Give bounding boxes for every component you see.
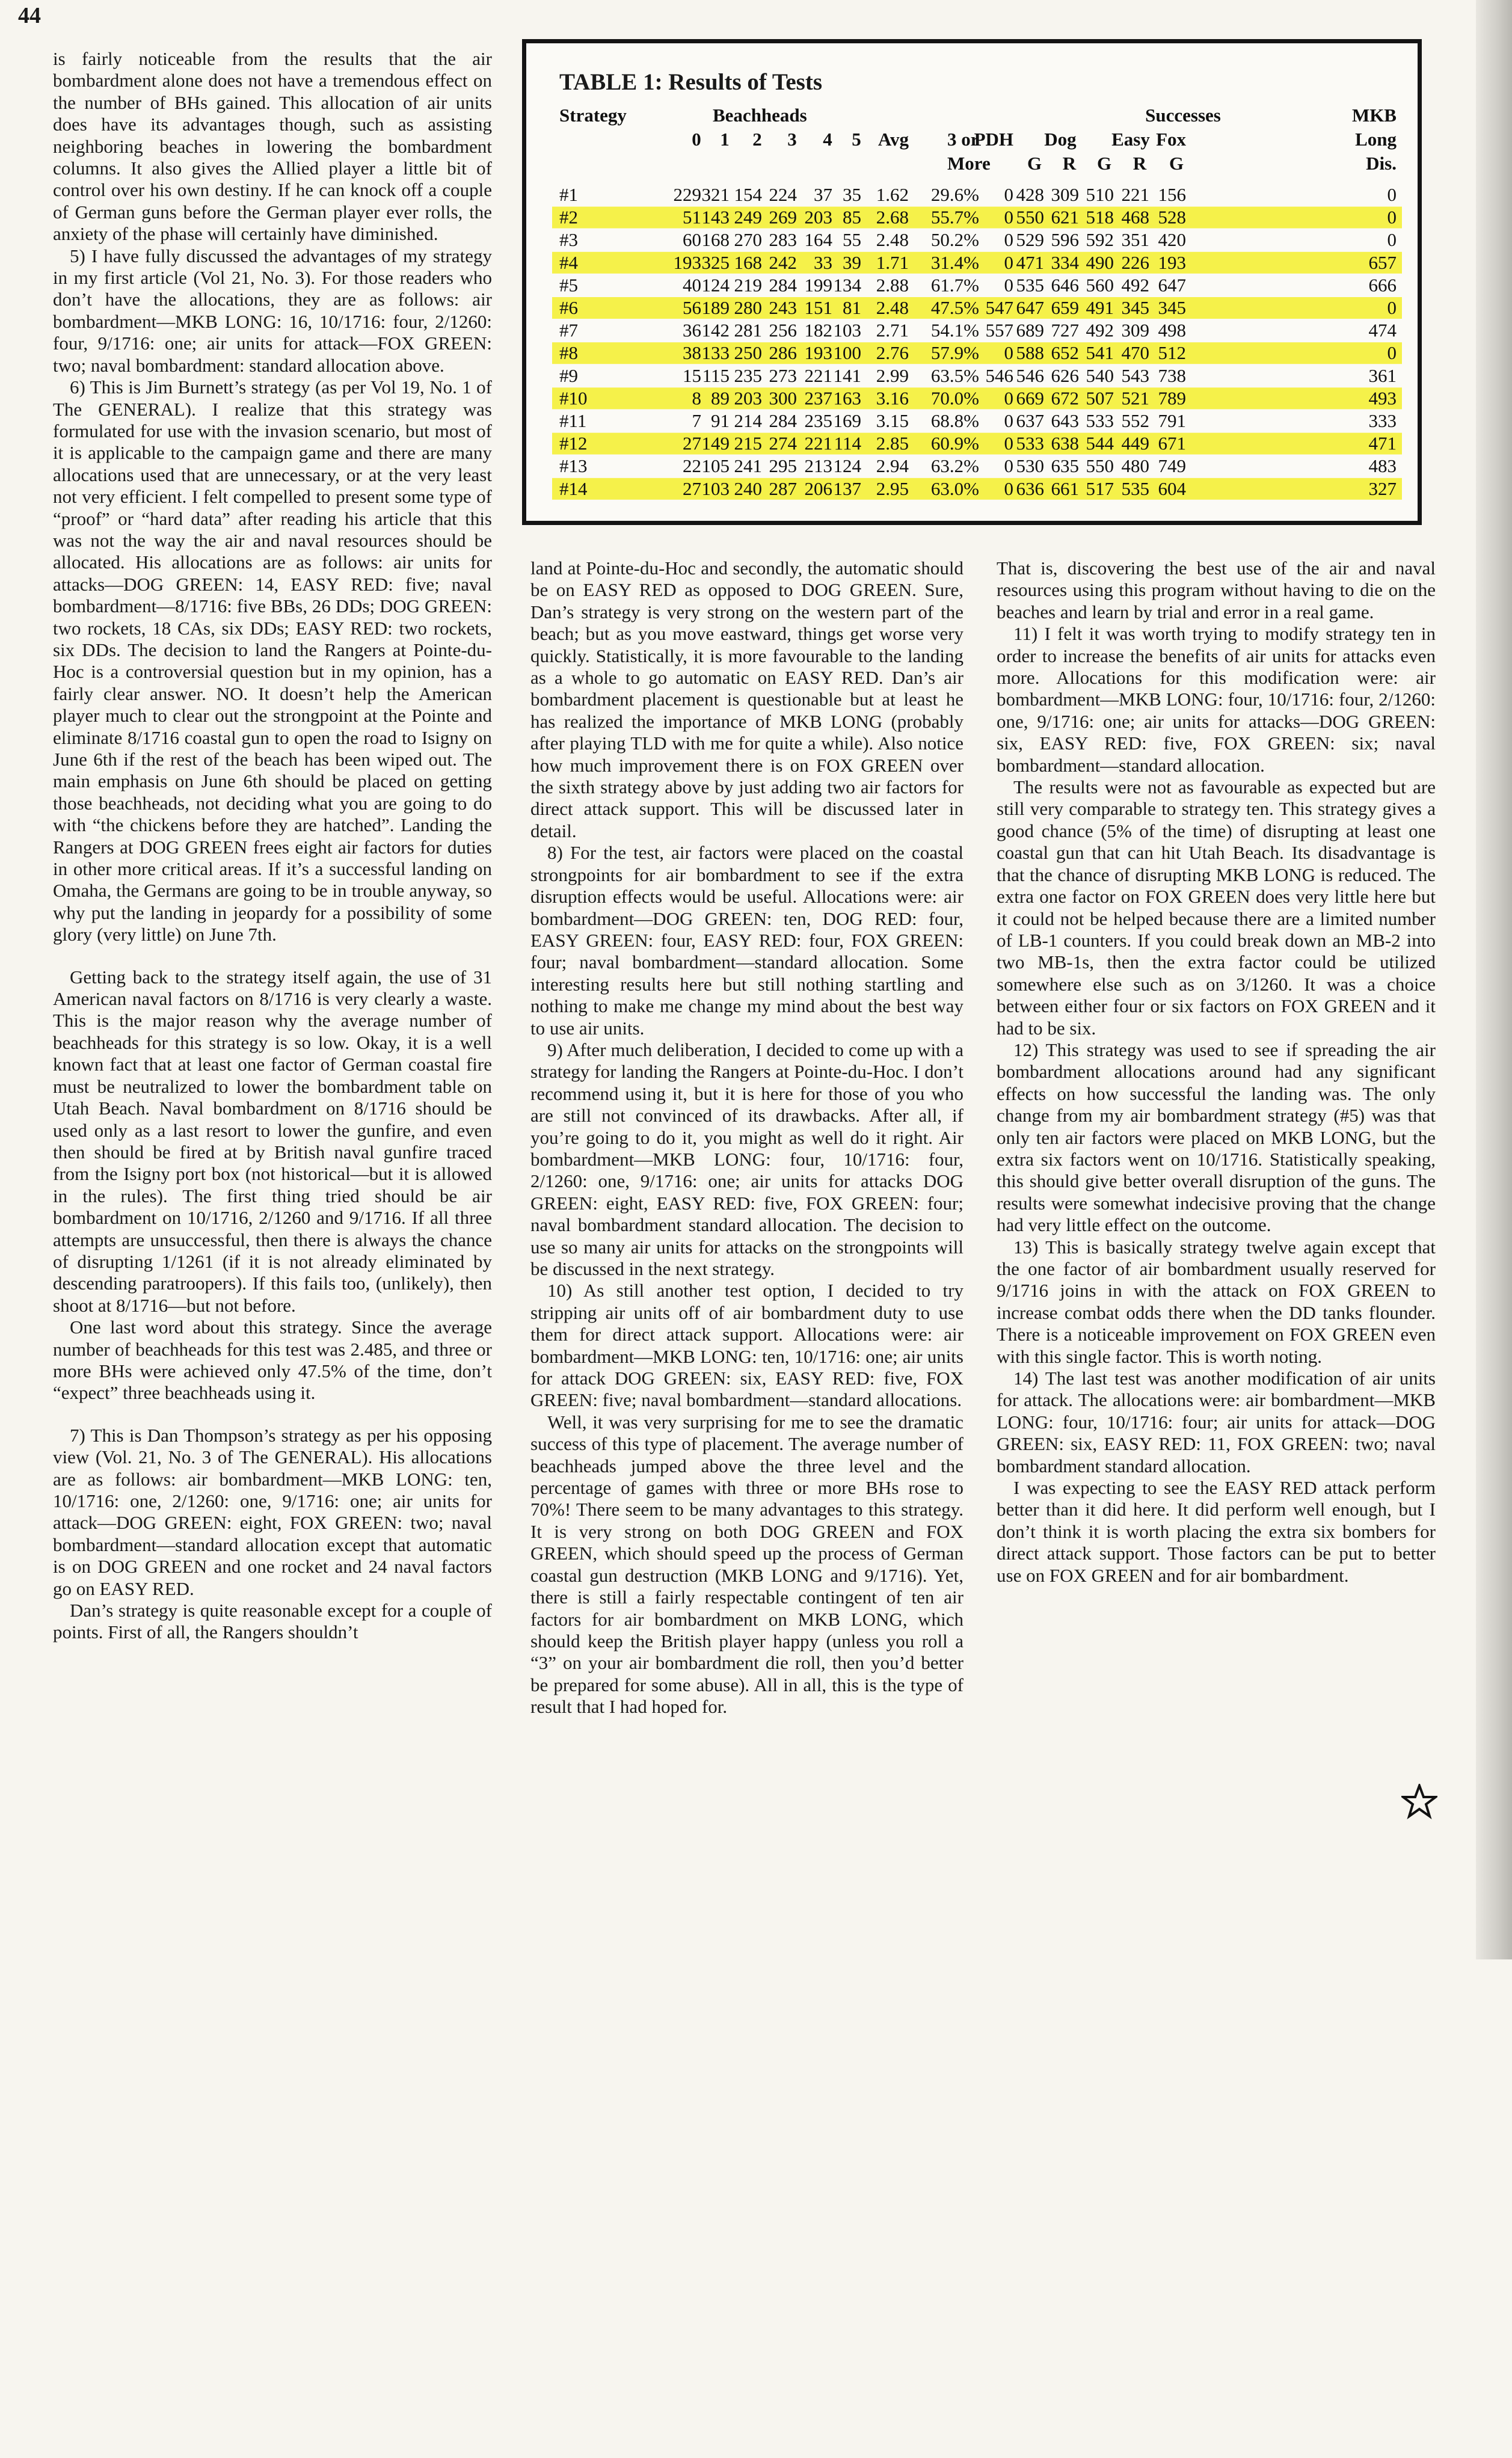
beachhead-count: 36 [683, 319, 701, 341]
success-value: 789 [1158, 387, 1186, 409]
beachhead-count: 281 [734, 319, 762, 341]
paragraph: 7) This is Dan Thompson’s strategy as per his opposing view (Vol. 21, No. 3 of The GENERAL). His allocations are as follows: air bombardment—MKB LONG: ten, 10/1716: one, 2/1260: one, 9/1716: one; air units for attack—DOG GREEN: eight, FOX GREEN: two; naval bombardment—standard allocation except that automatic is on DOG GREEN and one rocket and 24 naval factors go on EASY RED. [53, 1424, 492, 1599]
pdh-value: 0 [1004, 387, 1013, 409]
success-value: 517 [1086, 478, 1114, 499]
beachhead-count: 134 [833, 274, 861, 296]
beachhead-count: 284 [769, 274, 797, 296]
success-value: 647 [1158, 274, 1186, 296]
success-value: 535 [1121, 478, 1149, 499]
paragraph: land at Pointe-du-Hoc and secondly, the automatic should be on EASY RED as opposed to DOG GREEN. Sure, Dan’s strategy is very strong on the western part of the beach; but as you move eastward, things get worse very quickly. Statistically, it is more favourable to the landing as a whole to go automatic on EASY RED. Dan’s air bombardment placement is questionable but at least he has realized the importance of MKB LONG (probably after playing TLD with me for quite a while). Also notice how much improvement there is on FOX GREEN over the sixth strategy above by just adding two air factors for direct attack support. This will be discussed later in detail. [530, 558, 963, 841]
success-value: 671 [1158, 432, 1186, 454]
pdh-header: PDH [974, 129, 1013, 150]
mkb-header: Long [1355, 129, 1397, 150]
pct-value: 55.7% [930, 206, 979, 228]
beachhead-count: 100 [833, 342, 861, 364]
success-value: 638 [1051, 432, 1079, 454]
beachhead-count: 284 [769, 410, 797, 431]
avg-value: 2.85 [876, 432, 909, 454]
gr-header: G [1096, 153, 1112, 174]
success-value: 635 [1051, 455, 1079, 477]
beachhead-count: 241 [734, 455, 762, 477]
success-value: 546 [1016, 364, 1044, 386]
avg-value: 2.88 [876, 274, 909, 296]
strategy-id: #4 [559, 251, 578, 273]
beachhead-count: 163 [833, 387, 861, 409]
pdh-value: 0 [1004, 251, 1013, 273]
success-value: 646 [1051, 274, 1079, 296]
pct-value: 60.9% [930, 432, 979, 454]
beachhead-count: 60 [683, 229, 701, 251]
success-value: 540 [1086, 364, 1114, 386]
success-value: 636 [1016, 478, 1044, 499]
avg-value: 2.76 [876, 342, 909, 364]
paragraph: That is, discovering the best use of the air and naval resources using this program without having to die on the beaches and learn by trial and error in a real game. [997, 558, 1436, 622]
avg-value: 2.48 [876, 297, 909, 318]
beachhead-count: 105 [701, 455, 730, 477]
pct-value: 50.2% [930, 229, 979, 251]
beachhead-count: 269 [769, 206, 797, 228]
beachhead-count: 199 [804, 274, 832, 296]
mkb-value: 483 [1368, 455, 1397, 477]
avg-value: 2.99 [876, 364, 909, 386]
beachhead-count: 89 [711, 387, 730, 409]
beachhead-count: 35 [843, 184, 861, 205]
success-value: 560 [1086, 274, 1114, 296]
beachhead-count: 213 [804, 455, 832, 477]
beachhead-count: 37 [814, 184, 832, 205]
success-value: 156 [1158, 184, 1186, 205]
paragraph: 5) I have fully discussed the advantages of my strategy in my first article (Vol 21, No. 3). For those readers who don’t have the allocations, they are as follows: air bombardment—MKB LONG: 16, 10/1716: four, 2/1260: four, 9/1716: one; air units for attack—FOX GREEN: two; naval bombardment: standard allocation above. [53, 245, 492, 376]
success-value: 661 [1051, 478, 1079, 499]
page-number: 44 [18, 3, 41, 28]
beachhead-count: 103 [701, 478, 730, 499]
mkb-value: 474 [1368, 319, 1397, 341]
success-value: 749 [1158, 455, 1186, 477]
strategy-id: #8 [559, 342, 578, 364]
dog-header: Dog [1044, 129, 1077, 150]
beachhead-count: 235 [804, 410, 832, 431]
beachhead-count: 237 [804, 387, 832, 409]
beachhead-count: 321 [701, 184, 730, 205]
mkb-value: 657 [1368, 251, 1397, 273]
pdh-value: 547 [985, 297, 1013, 318]
text-column-right [997, 558, 1436, 2458]
mkb-value: 666 [1368, 274, 1397, 296]
success-value: 529 [1016, 229, 1044, 251]
strategy-id: #13 [559, 455, 588, 477]
success-value: 596 [1051, 229, 1079, 251]
beachhead-count: 141 [833, 364, 861, 386]
strategy-id: #2 [559, 206, 578, 228]
strategy-header: Strategy [559, 105, 627, 126]
beachhead-count: 295 [769, 455, 797, 477]
fox-header: Fox [1156, 129, 1186, 150]
page-edge [1476, 0, 1512, 1959]
beachhead-count: 142 [701, 319, 730, 341]
paragraph: 9) After much deliberation, I decided to come up with a strategy for landing the Rangers at Pointe-du-Hoc. I don’t recommend using it, but it is here for those of you who are still not convinced of its drawbacks. After all, if you’re going to do it, you might as well do it right. Air bombardment—MKB LONG: four, 10/1716: four, 2/1260: one, 9/1716: one; air units for attacks DOG GREEN: eight, EASY RED: five, FOX GREEN: four; naval bombardment standard allocation. The decision to use so many air units for attacks on the strongpoints will be discussed in the next strategy. [530, 1039, 963, 1279]
success-value: 643 [1051, 410, 1079, 431]
paragraph: Dan’s strategy is quite reasonable except for a couple of points. First of all, the Rangers shouldn’t [53, 1600, 492, 1643]
successes-header: Successes [1145, 105, 1221, 126]
beachhead-count: 168 [734, 251, 762, 273]
success-value: 221 [1121, 184, 1149, 205]
gr-header: R [1132, 153, 1147, 174]
beachhead-count: 286 [769, 342, 797, 364]
success-value: 541 [1086, 342, 1114, 364]
success-value: 226 [1121, 251, 1149, 273]
beachhead-count: 15 [683, 364, 701, 386]
gr-header: R [1062, 153, 1077, 174]
success-value: 521 [1121, 387, 1149, 409]
success-value: 309 [1051, 184, 1079, 205]
success-value: 351 [1121, 229, 1149, 251]
pct-value: 54.1% [930, 319, 979, 341]
paragraph: Well, it was very surprising for me to see the dramatic success of this type of placement. The average number of beachheads jumped above the three level and the percentage of games with three or more BHs rose to 70%! There seem to be many advantages to this strategy. It is very strong on both DOG GREEN and FOX GREEN, which should speed up the process of German coastal gun destruction (MKB LONG and 9/1716). Yet, there is still a fairly respectable contingent of ten air factors for air bombardment on MKB LONG, which should keep the British player happy (unless you roll a “3” on your air bombardment die roll, then you’d better be prepared for some abuse). All in all, this is the type of result that I had hoped for. [530, 1411, 963, 1718]
beachhead-count: 133 [701, 342, 730, 364]
pdh-value: 0 [1004, 455, 1013, 477]
beachhead-count: 240 [734, 478, 762, 499]
beachhead-count: 169 [833, 410, 861, 431]
pct-value: 68.8% [930, 410, 979, 431]
text-column-middle [530, 558, 963, 2458]
beachhead-count: 203 [804, 206, 832, 228]
mkb-value: 0 [1387, 297, 1397, 318]
beachhead-count: 114 [834, 432, 861, 454]
success-value: 530 [1016, 455, 1044, 477]
beachhead-count: 27 [683, 432, 701, 454]
paragraph: I was expecting to see the EASY RED attack perform better than it did here. It did perform well enough, but I don’t think it is worth placing the extra six bombers for direct attack support. Those factors can be put to better use on FOX GREEN and for air bombardment. [997, 1477, 1436, 1586]
beachhead-count: 51 [683, 206, 701, 228]
beachhead-count: 221 [804, 364, 832, 386]
beachhead-count: 274 [769, 432, 797, 454]
beachhead-count: 8 [692, 387, 701, 409]
success-value: 528 [1158, 206, 1186, 228]
beachhead-count: 250 [734, 342, 762, 364]
pct-value: 63.5% [930, 364, 979, 386]
success-value: 512 [1158, 342, 1186, 364]
results-table [522, 39, 1422, 525]
success-value: 492 [1121, 274, 1149, 296]
success-value: 490 [1086, 251, 1114, 273]
beachhead-count: 154 [734, 184, 762, 205]
beachhead-count: 164 [804, 229, 832, 251]
success-value: 309 [1121, 319, 1149, 341]
success-value: 535 [1016, 274, 1044, 296]
beachhead-count: 300 [769, 387, 797, 409]
pdh-value: 0 [1004, 342, 1013, 364]
pct-value: 63.0% [930, 478, 979, 499]
paragraph: 11) I felt it was worth trying to modify strategy ten in order to increase the benefits of air units for attacks even more. Allocations for this modification were: air bombardment—MKB LONG: four, 10/1716: four, 2/1260: one, 9/1716: one; air units for attacks—DOG GREEN: six, EASY RED: five, FOX GREEN: six; naval bombardment—standard allocation. [997, 623, 1436, 776]
beachhead-col-header: 5 [852, 129, 861, 150]
success-value: 738 [1158, 364, 1186, 386]
beachhead-count: 103 [833, 319, 861, 341]
pdh-value: 0 [1004, 432, 1013, 454]
three-or-more-header: More [947, 153, 991, 174]
strategy-id: #6 [559, 297, 578, 318]
mkb-value: 333 [1368, 410, 1397, 431]
success-value: 669 [1016, 387, 1044, 409]
strategy-id: #1 [559, 184, 578, 205]
beachhead-count: 193 [804, 342, 832, 364]
beachhead-count: 283 [769, 229, 797, 251]
success-value: 468 [1121, 206, 1149, 228]
pct-value: 47.5% [930, 297, 979, 318]
beachhead-count: 215 [734, 432, 762, 454]
success-value: 791 [1158, 410, 1186, 431]
beachhead-count: 124 [833, 455, 861, 477]
strategy-id: #10 [559, 387, 588, 409]
success-value: 543 [1121, 364, 1149, 386]
beachhead-count: 149 [701, 432, 730, 454]
success-value: 507 [1086, 387, 1114, 409]
success-value: 480 [1121, 455, 1149, 477]
beachhead-count: 182 [804, 319, 832, 341]
success-value: 588 [1016, 342, 1044, 364]
success-value: 518 [1086, 206, 1114, 228]
success-value: 345 [1121, 297, 1149, 318]
mkb-value: 361 [1368, 364, 1397, 386]
success-value: 345 [1158, 297, 1186, 318]
pct-value: 70.0% [930, 387, 979, 409]
beachhead-count: 235 [734, 364, 762, 386]
beachhead-count: 280 [734, 297, 762, 318]
avg-value: 1.62 [876, 184, 909, 205]
success-value: 420 [1158, 229, 1186, 251]
mkb-header: Dis. [1366, 153, 1397, 174]
text-column-left [53, 48, 492, 1949]
avg-value: 2.94 [876, 455, 909, 477]
paragraph: The results were not as favourable as expected but are still very comparable to strategy ten. This strategy gives a good chance (5% of the time) of disrupting at least one coastal gun that can hit Utah Beach. Its disadvantage is that the chance of disrupting MKB LONG is reduced. The extra one factor on FOX GREEN does very little here but it could not be helped because there are a limited number of LB-1 counters. If you could break down an MB-2 into two MB-1s, then the extra factor could be utilized somewhere else such as on 3/1260. It was a choice between either four or six factors on FOX GREEN and it had to be six. [997, 776, 1436, 1039]
success-value: 334 [1051, 251, 1079, 273]
pdh-value: 0 [1004, 274, 1013, 296]
beachhead-count: 85 [843, 206, 861, 228]
mkb-value: 327 [1368, 478, 1397, 499]
strategy-id: #3 [559, 229, 578, 251]
beachhead-count: 229 [673, 184, 701, 205]
mkb-value: 493 [1368, 387, 1397, 409]
success-value: 510 [1086, 184, 1114, 205]
pct-value: 57.9% [930, 342, 979, 364]
beachhead-count: 273 [769, 364, 797, 386]
beachhead-count: 224 [769, 184, 797, 205]
beachhead-count: 203 [734, 387, 762, 409]
paragraph: Getting back to the strategy itself again, the use of 31 American naval factors on 8/1716 is very clearly a waste. This is the major reason why the average number of beachheads for this strategy is so low. Okay, it is a well known fact that at least one factor of German coastal fire must be neutralized to lower the bombardment table on Utah Beach. Naval bombardment on 8/1716 should be used only as a last resort to lower the gunfire, and even then should be fired at by British naval gunfire traced from the Isigny port box (not historical—but it is allowed in the rules). The first thing tried should be air bombardment on 10/1716, 2/1260 and 9/1716. If all three attempts are unsuccessful, then there is always the chance of disrupting 1/1261 (if it is not already eliminated by descending paratroopers). If this fails too, (unlikely), then shoot at 8/1716—but not before. [53, 966, 492, 1316]
beachhead-count: 193 [673, 251, 701, 273]
beachhead-count: 124 [701, 274, 730, 296]
strategy-id: #11 [559, 410, 587, 431]
beachhead-count: 143 [701, 206, 730, 228]
success-value: 471 [1016, 251, 1044, 273]
paragraph: One last word about this strategy. Since the average number of beachheads for this test was 2.485, and three or more BHs were achieved only 47.5% of the time, don’t “expect” three beachheads using it. [53, 1317, 492, 1404]
end-star-icon [1401, 1784, 1437, 1820]
mkb-value: 0 [1387, 184, 1397, 205]
beachhead-count: 219 [734, 274, 762, 296]
paragraph: 14) The last test was another modification of air units for attack. The allocations were: air bombardment—MKB LONG: four, 10/1716: four; air units for attack—DOG GREEN: six, EASY RED: 11, FOX GREEN: two; naval bombardment standard allocation. [997, 1368, 1436, 1476]
mkb-header: MKB [1351, 105, 1397, 126]
beachhead-count: 168 [701, 229, 730, 251]
success-value: 193 [1158, 251, 1186, 273]
results-table-grid [526, 43, 1418, 521]
beachhead-count: 91 [711, 410, 730, 431]
success-value: 498 [1158, 319, 1186, 341]
pct-value: 31.4% [930, 251, 979, 273]
beachhead-count: 38 [683, 342, 701, 364]
success-value: 592 [1086, 229, 1114, 251]
beachhead-count: 151 [804, 297, 832, 318]
success-value: 647 [1016, 297, 1044, 318]
success-value: 492 [1086, 319, 1114, 341]
three-or-more-header: 3 or [947, 129, 979, 150]
success-value: 637 [1016, 410, 1044, 431]
beachhead-count: 206 [804, 478, 832, 499]
beachhead-col-header: 0 [692, 129, 701, 150]
mkb-value: 0 [1387, 229, 1397, 251]
beachhead-count: 115 [702, 364, 730, 386]
beachhead-count: 22 [683, 455, 701, 477]
gr-header: G [1169, 153, 1184, 174]
paragraph: 6) This is Jim Burnett’s strategy (as per Vol 19, No. 1 of The GENERAL). I realize that this strategy was formulated for use with the invasion scenario, but most of it is applicable to the campaign game and there are many allocations used that are unnecessary, or at the very least not very efficient. I felt compelled to present some type of “proof” or “hard data” after reading his article that this was not the way the air and naval resources should be allocated. His allocations are as follows: air units for attacks—DOG GREEN: 14, EASY RED: five; naval bombardment—8/1716: five BBs, 26 DDs; DOG GREEN: two rockets, 18 CAs, six DDs; EASY RED: two rockets, six DDs. The decision to land the Rangers at Pointe-du-Hoc is a controversial question but in my opinion, has a fairly clear answer. NO. It doesn’t help the American player much to clear out the strongpoint at the Pointe and eliminate 8/1716 coastal gun to open the road to Isigny on June 6th if the rest of the beach has been wiped out. The main emphasis on June 6th should be placed on getting those beachheads, not deciding what you are going to do with “the chickens before they are hatched”. Landing the Rangers at DOG GREEN frees eight air factors for duties in other more critical areas. If it’s a successful landing on Omaha, the Germans are going to be in trouble anyway, so why put the landing in jeopardy for a possibility of some glory (very little) on June 7th. [53, 376, 492, 945]
beachhead-count: 325 [701, 251, 730, 273]
beachhead-count: 189 [701, 297, 730, 318]
beachhead-col-header: 2 [752, 129, 762, 150]
avg-value: 3.16 [876, 387, 909, 409]
beachhead-count: 7 [692, 410, 701, 431]
gr-header: G [1027, 153, 1042, 174]
success-value: 544 [1086, 432, 1114, 454]
success-value: 491 [1086, 297, 1114, 318]
mkb-value: 0 [1387, 342, 1397, 364]
beachhead-col-header: 4 [823, 129, 832, 150]
beachhead-count: 81 [843, 297, 861, 318]
avg-value: 2.71 [876, 319, 909, 341]
beachhead-count: 214 [734, 410, 762, 431]
pct-value: 61.7% [930, 274, 979, 296]
strategy-id: #5 [559, 274, 578, 296]
success-value: 552 [1121, 410, 1149, 431]
beachhead-count: 256 [769, 319, 797, 341]
success-value: 449 [1121, 432, 1149, 454]
success-value: 659 [1051, 297, 1079, 318]
success-value: 672 [1051, 387, 1079, 409]
avg-value: 1.71 [876, 251, 909, 273]
success-value: 533 [1016, 432, 1044, 454]
beachhead-count: 27 [683, 478, 701, 499]
avg-value: 2.68 [876, 206, 909, 228]
success-value: 626 [1051, 364, 1079, 386]
pdh-value: 0 [1004, 184, 1013, 205]
success-value: 550 [1016, 206, 1044, 228]
mkb-value: 471 [1368, 432, 1397, 454]
success-value: 652 [1051, 342, 1079, 364]
beachhead-count: 243 [769, 297, 797, 318]
strategy-id: #14 [559, 478, 588, 499]
pct-value: 29.6% [930, 184, 979, 205]
beachhead-count: 56 [683, 297, 701, 318]
paragraph: is fairly noticeable from the results that the air bombardment alone does not have a tremendous effect on the number of BHs gained. This allocation of air units does have its advantages though, such as assisting neighboring beaches in lowering the bombardment columns. It also gives the Allied player a little bit of control over his own destiny. If he can knock off a couple of German guns before the German player ever rolls, the anxiety of the phase will certainly have diminished. [53, 48, 492, 245]
beachhead-count: 249 [734, 206, 762, 228]
beachhead-count: 137 [833, 478, 861, 499]
beachhead-col-header: 3 [787, 129, 797, 150]
pdh-value: 557 [985, 319, 1013, 341]
paragraph: 8) For the test, air factors were placed on the coastal strongpoints for air bombardment to see if the extra disruption effects would be useful. Allocations were: air bombardment—DOG GREEN: ten, DOG RED: four, EASY GREEN: four, EASY RED: four, FOX GREEN: four; naval bombardment—standard allocation. Some interesting results here but still nothing startling and nothing to make me change my mind about the best way to use air units. [530, 842, 963, 1039]
avg-header: Avg [877, 129, 909, 150]
pct-value: 63.2% [930, 455, 979, 477]
easy-header: Easy [1111, 129, 1150, 150]
success-value: 550 [1086, 455, 1114, 477]
paragraph: 13) This is basically strategy twelve again except that the one factor of air bombardment usually reserved for 9/1716 joins in with the attack on FOX GREEN to increase combat odds there when the DD tanks flounder. There is a noticeable improvement on FOX GREEN even with this single factor. This is worth noting. [997, 1236, 1436, 1367]
success-value: 533 [1086, 410, 1114, 431]
beachheads-header: Beachheads [713, 105, 807, 126]
success-value: 604 [1158, 478, 1186, 499]
avg-value: 2.48 [876, 229, 909, 251]
mkb-value: 0 [1387, 206, 1397, 228]
beachhead-count: 33 [814, 251, 832, 273]
beachhead-count: 242 [769, 251, 797, 273]
strategy-id: #9 [559, 364, 578, 386]
strategy-id: #7 [559, 319, 578, 341]
avg-value: 3.15 [876, 410, 909, 431]
table-title: TABLE 1: Results of Tests [559, 69, 823, 95]
pdh-value: 0 [1004, 206, 1013, 228]
avg-value: 2.95 [876, 478, 909, 499]
success-value: 621 [1051, 206, 1079, 228]
pdh-value: 546 [985, 364, 1013, 386]
paragraph: 10) As still another test option, I decided to try stripping air units off of air bombardment duty to use them for direct attack support. Allocations were: air bombardment—MKB LONG: ten, 10/1716: one; air units for attack DOG GREEN: six, EASY RED: five, FOX GREEN: five; naval bombardment—standard allocations. [530, 1280, 963, 1411]
beachhead-count: 40 [683, 274, 701, 296]
success-value: 727 [1051, 319, 1079, 341]
beachhead-count: 39 [843, 251, 861, 273]
strategy-id: #12 [559, 432, 588, 454]
beachhead-count: 55 [843, 229, 861, 251]
beachhead-count: 287 [769, 478, 797, 499]
success-value: 470 [1121, 342, 1149, 364]
pdh-value: 0 [1004, 478, 1013, 499]
success-value: 428 [1016, 184, 1044, 205]
success-value: 689 [1016, 319, 1044, 341]
beachhead-count: 270 [734, 229, 762, 251]
paragraph: 12) This strategy was used to see if spreading the air bombardment allocations around had any significant effects on how successful the landing was. The only change from my air bombardment strategy (#5) was that only ten air factors were placed on MKB LONG, but the extra six factors went on 10/1716. Statistically speaking, this should give better overall disruption of the guns. The results were somewhat indecisive proving that the change had very little effect on the outcome. [997, 1039, 1436, 1236]
pdh-value: 0 [1004, 229, 1013, 251]
pdh-value: 0 [1004, 410, 1013, 431]
beachhead-count: 221 [804, 432, 832, 454]
beachhead-col-header: 1 [720, 129, 730, 150]
